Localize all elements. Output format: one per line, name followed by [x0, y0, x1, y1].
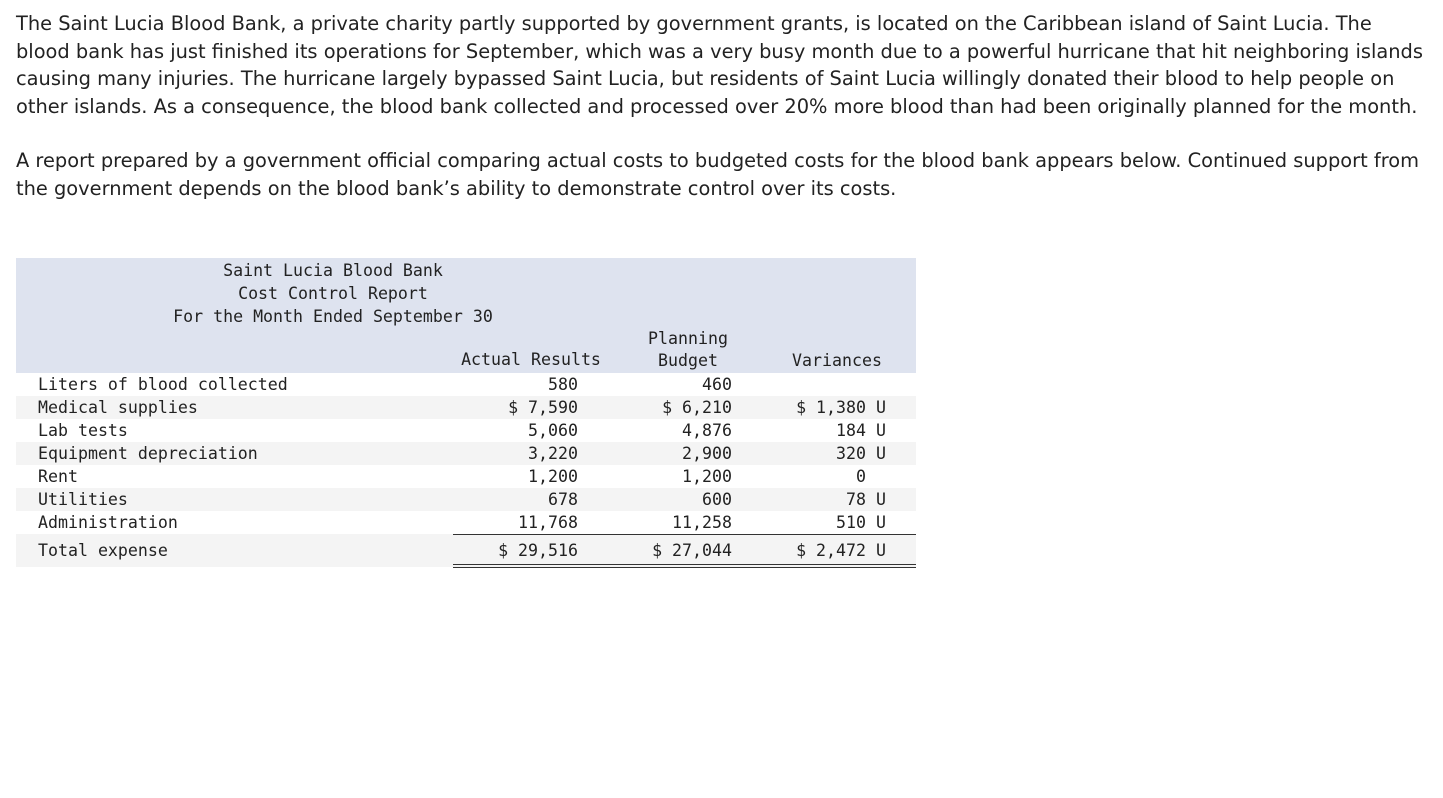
- row-label: Equipment depreciation: [38, 444, 258, 463]
- variance-value: 78 U: [846, 490, 886, 509]
- table-row-liters: [16, 373, 916, 396]
- table-row-equipment-depreciation: [16, 442, 916, 465]
- actual-value: 3,220: [528, 444, 578, 463]
- column-header-actual: Actual Results: [461, 350, 601, 369]
- intro-paragraph-1: The Saint Lucia Blood Bank, a private charity partly supported by government grants, is located on the Caribbean island of Saint Lucia. The blood bank has just finished its operations for September, which was a very busy month due to a powerful hurricane that hit neighboring islands causing many injuries. The hurricane largely bypassed Saint Lucia, but residents of Saint Lucia willingly donated their blood to help people on other islands. As a consequence, the blood bank collected and processed over 20% more blood than had been originally planned for the month.: [16, 12, 1423, 118]
- report-title-organization: Saint Lucia Blood Bank: [223, 261, 443, 280]
- planning-value: 4,876: [682, 421, 732, 440]
- row-label: Medical supplies: [38, 398, 198, 417]
- actual-value: 11,768: [518, 513, 578, 532]
- table-row-lab-tests: [16, 419, 916, 442]
- variance-value: $ 1,380 U: [796, 398, 886, 417]
- row-label: Utilities: [38, 490, 128, 509]
- planning-value: 460: [702, 375, 732, 394]
- table-row-total-expense: [16, 534, 916, 567]
- actual-value: 678: [548, 490, 578, 509]
- table-row-administration: [16, 511, 916, 534]
- report-title-period: For the Month Ended September 30: [173, 307, 493, 326]
- planning-value: 1,200: [682, 467, 732, 486]
- actual-value: 5,060: [528, 421, 578, 440]
- actual-value: 580: [548, 375, 578, 394]
- table-row-medical-supplies: [16, 396, 916, 419]
- report-header: [16, 258, 916, 373]
- planning-value: 2,900: [682, 444, 732, 463]
- actual-value: $ 7,590: [508, 398, 578, 417]
- actual-value: 1,200: [528, 467, 578, 486]
- intro-paragraph-2: A report prepared by a government official comparing actual costs to budgeted costs for the blood bank appears below. Continued support from the government depends on the blood bank’s ability to demonstrate control over its costs.: [16, 149, 1419, 200]
- row-label: Rent: [38, 467, 78, 486]
- variance-value: 320 U: [836, 444, 886, 463]
- row-label: Liters of blood collected: [38, 375, 288, 394]
- variance-total: $ 2,472 U: [796, 541, 886, 560]
- column-header-planning: Planning: [648, 329, 728, 348]
- actual-total: $ 29,516: [498, 541, 578, 560]
- total-double-rule: [453, 564, 916, 568]
- row-label: Total expense: [38, 541, 168, 560]
- row-label: Administration: [38, 513, 178, 532]
- report-title-name: Cost Control Report: [238, 284, 428, 303]
- planning-value: $ 6,210: [662, 398, 732, 417]
- planning-total: $ 27,044: [652, 541, 732, 560]
- variance-value: 0: [856, 467, 886, 486]
- variance-value: 510 U: [836, 513, 886, 532]
- row-label: Lab tests: [38, 421, 128, 440]
- cost-control-report: [16, 258, 916, 567]
- planning-value: 600: [702, 490, 732, 509]
- problem-text: [16, 10, 1426, 202]
- column-header-variances: Variances: [792, 351, 882, 370]
- planning-value: 11,258: [672, 513, 732, 532]
- table-row-rent: [16, 465, 916, 488]
- table-row-utilities: [16, 488, 916, 511]
- variance-value: 184 U: [836, 421, 886, 440]
- column-header-budget: Budget: [658, 351, 718, 370]
